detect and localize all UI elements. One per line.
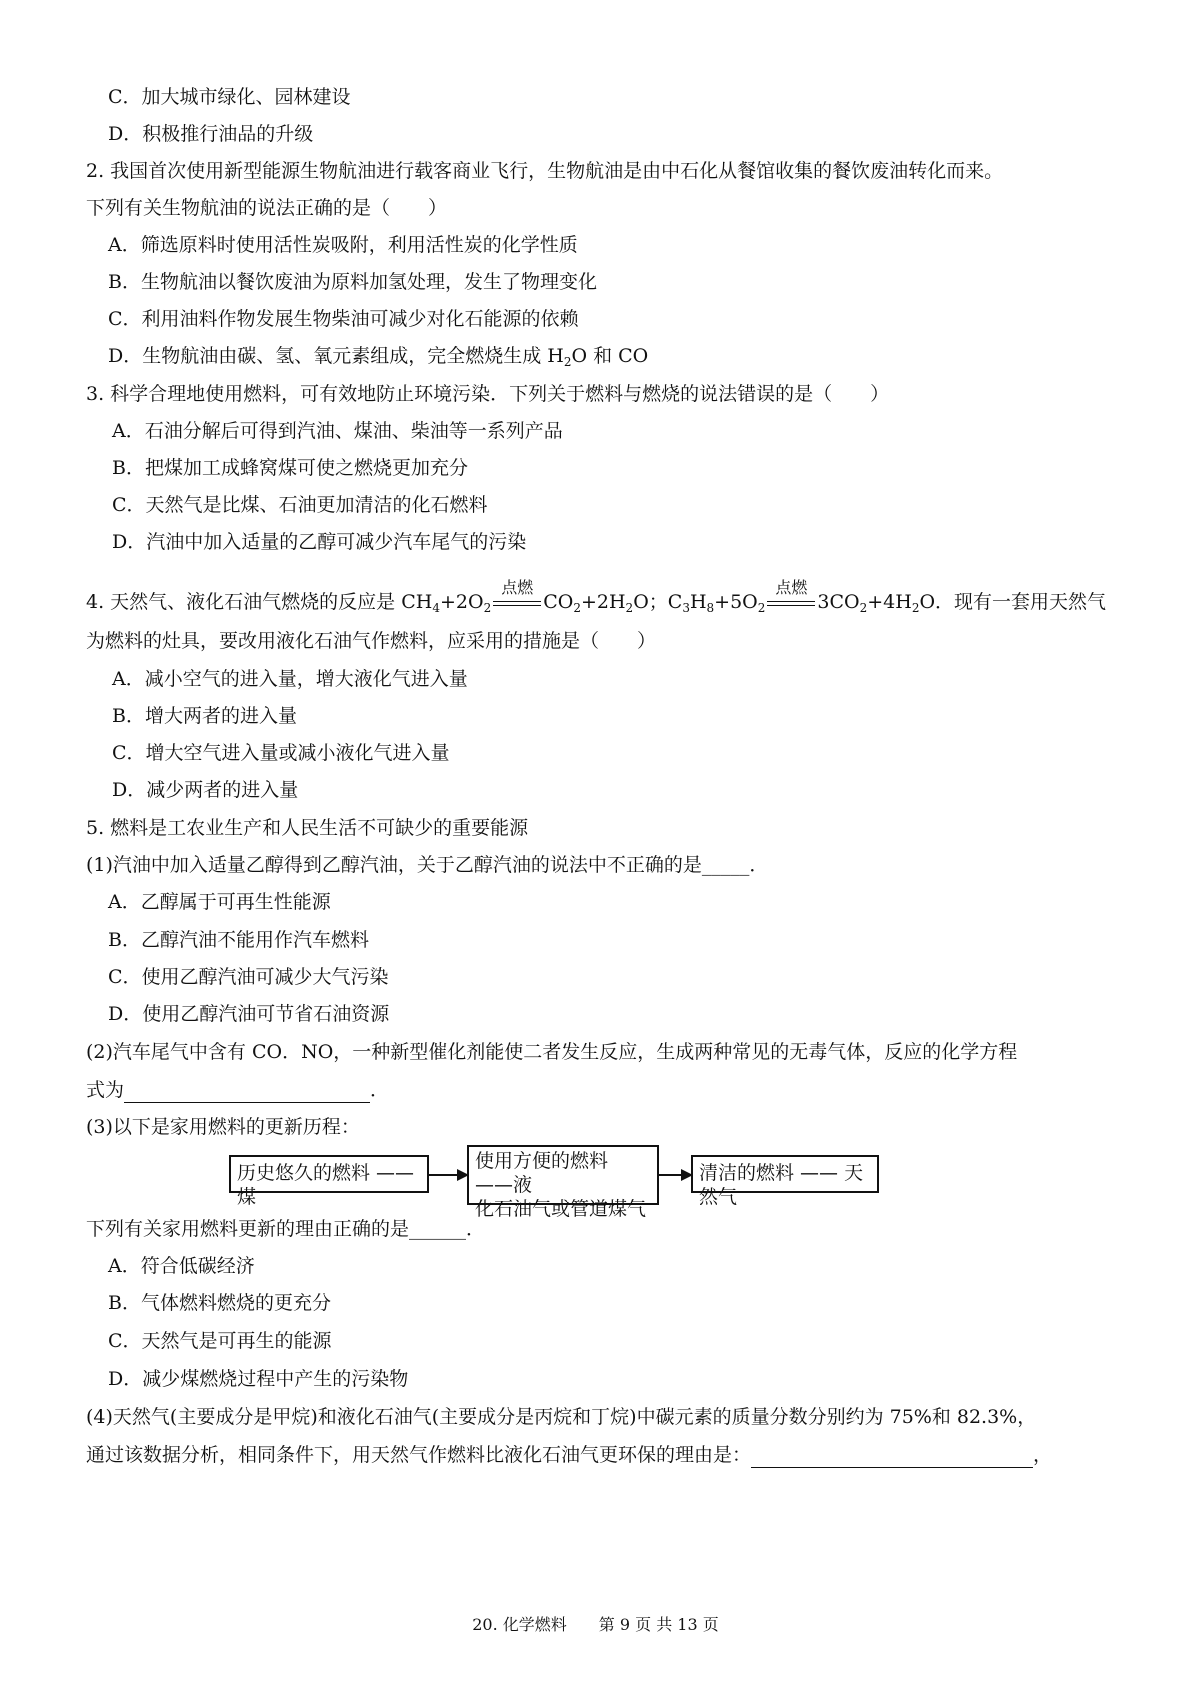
fuel-box-lpg-line2: 化石油气或管道煤气	[475, 1198, 647, 1220]
q3-option-b: B．把煤加工成蜂窝煤可使之燃烧更加充分	[112, 457, 468, 479]
q5-part4-line1: (4)天然气(主要成分是甲烷)和液化石油气(主要成分是丙烷和丁烷)中碳元素的质量分数分别约为 75%和 82.3%，	[86, 1406, 1037, 1428]
q4-option-c: C．增大空气进入量或减小液化气进入量	[112, 742, 450, 764]
q3-option-a: A．石油分解后可得到汽油、煤油、柴油等一系列产品	[112, 420, 563, 442]
q5-stem: 5. 燃料是工农业生产和人民生活不可缺少的重要能源	[86, 817, 529, 839]
q3-option-c: C．天然气是比煤、石油更加清洁的化石燃料	[112, 494, 488, 516]
q5-part3-option-c: C．天然气是可再生的能源	[108, 1330, 332, 1352]
q2-option-d: D．生物航油由碳、氢、氧元素组成，完全燃烧生成 $H_2O$ 和 CO	[108, 345, 649, 369]
q5-part3: (3)以下是家用燃料的更新历程：	[86, 1116, 360, 1138]
q1-option-c: C．加大城市绿化、园林建设	[108, 86, 351, 108]
arrow-1	[429, 1174, 467, 1176]
fuel-box-natural-gas: 清洁的燃料 —— 天然气	[691, 1155, 879, 1193]
q5-part2-line2: 式为 ．	[86, 1079, 390, 1101]
reaction-condition-2: 点燃	[765, 589, 817, 615]
q1-option-d: D．积极推行油品的升级	[108, 123, 314, 145]
fuel-box-lpg-line1: 使用方便的燃料 ——液	[475, 1150, 609, 1196]
reaction-condition-1: 点燃	[491, 589, 543, 615]
q2-option-a: A．筛选原料时使用活性炭吸附，利用活性炭的化学性质	[108, 234, 578, 256]
q5-part3-question: 下列有关家用燃料更新的理由正确的是______．	[86, 1218, 486, 1240]
q4-option-a: A．减小空气的进入量，增大液化气进入量	[112, 668, 468, 690]
q3-option-d: D．汽油中加入适量的乙醇可减少汽车尾气的污染	[112, 531, 527, 553]
page-footer: 20. 化学燃料 第 9 页 共 13 页	[472, 1615, 719, 1634]
q2-stem-line2: 下列有关生物航油的说法正确的是（ ）	[86, 197, 448, 219]
q5-part4-line2: 通过该数据分析，相同条件下，用天然气作燃料比液化石油气更环保的理由是： ，	[86, 1444, 1053, 1466]
fuel-box-coal: 历史悠久的燃料 —— 煤	[229, 1155, 429, 1193]
q2-option-c: C．利用油料作物发展生物柴油可减少对化石能源的依赖	[108, 308, 579, 330]
fuel-box-lpg	[467, 1145, 659, 1220]
q4-option-b: B．增大两者的进入量	[112, 705, 297, 727]
q5-part1-option-c: C．使用乙醇汽油可减少大气污染	[108, 966, 389, 988]
q5-part1: (1)汽油中加入适量乙醇得到乙醇汽油，关于乙醇汽油的说法中不正确的是_____．	[86, 854, 769, 876]
q5-part3-option-d: D．减少煤燃烧过程中产生的污染物	[108, 1368, 409, 1390]
q4-option-d: D．减少两者的进入量	[112, 779, 299, 801]
answer-blank-reason[interactable]	[751, 1447, 1033, 1468]
q2-option-b: B．生物航油以餐饮废油为原料加氢处理，发生了物理变化	[108, 271, 597, 293]
q2-stem-line1: 2. 我国首次使用新型能源生物航油进行载客商业飞行，生物航油是由中石化从餐馆收集的餐饮废油转化而来。	[86, 160, 1004, 182]
q3-stem: 3. 科学合理地使用燃料，可有效地防止环境污染．下列关于燃料与燃烧的说法错误的是（ ）	[86, 383, 890, 405]
q5-part1-option-d: D．使用乙醇汽油可节省石油资源	[108, 1003, 390, 1025]
answer-blank-equation[interactable]	[124, 1082, 370, 1103]
q5-part3-option-a: A．符合低碳经济	[108, 1255, 255, 1277]
q5-part1-option-b: B．乙醇汽油不能用作汽车燃料	[108, 929, 369, 951]
q5-part1-option-a: A．乙醇属于可再生性能源	[108, 891, 331, 913]
q5-part3-option-b: B．气体燃料燃烧的更充分	[108, 1292, 331, 1314]
arrow-2	[659, 1174, 691, 1176]
q4-stem-line1: 4. 天然气、液化石油气燃烧的反应是 $CH_4+2O_2$ 点燃 $CO_2+2H_2O$；$C_3H_8+5O_2$ 点燃 $3CO_2+4H_2O$．现有一套用天然气	[86, 578, 1107, 615]
q5-part2-line1: (2)汽车尾气中含有 CO．NO，一种新型催化剂能使二者发生反应，生成两种常见的无毒气体，反应的化学方程	[86, 1041, 1018, 1063]
q4-stem-line2: 为燃料的灶具，要改用液化石油气作燃料，应采用的措施是（ ）	[86, 630, 657, 652]
